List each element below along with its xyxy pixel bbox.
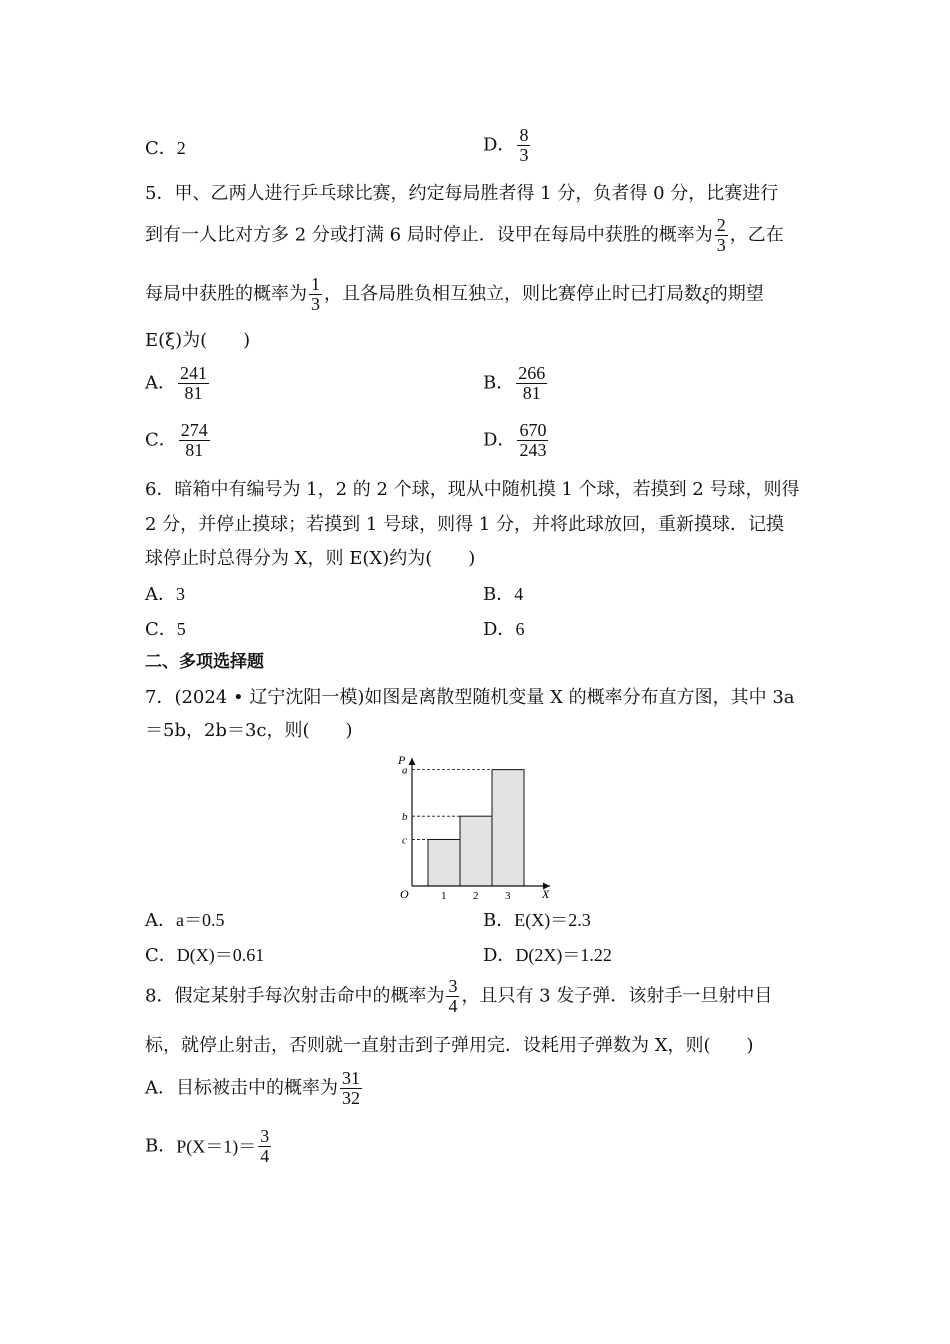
q6-option-c: C．5 bbox=[145, 619, 186, 640]
q5-line1: 5．甲、乙两人进行乒乓球比赛，约定每局胜者得 1 分，负者得 0 分，比赛进行 bbox=[145, 183, 779, 204]
fraction: $\frac{3}{4}$ bbox=[448, 976, 458, 1016]
fraction: $\frac{3}{4}$ bbox=[260, 1126, 270, 1166]
histogram-bar bbox=[492, 770, 524, 886]
fraction: $\frac{31}{32}$ bbox=[342, 1068, 360, 1108]
q7-option-b: B．E(X)＝2.3 bbox=[483, 910, 591, 931]
x-tick-label: 1 bbox=[441, 890, 447, 900]
q7-line2: ＝5b，2b＝3c，则( ) bbox=[145, 720, 353, 741]
q4-option-c bbox=[145, 139, 186, 158]
q8-option-a: A．目标被击中的概率为 $\frac{31}{32}$ bbox=[145, 1068, 360, 1108]
x-axis-label: X bbox=[542, 887, 550, 900]
fraction: $\frac{8}{3}$ bbox=[519, 125, 529, 165]
q8-line1: 8．假定某射手每次射击命中的概率为 $\frac{3}{4}$ ，且只有 3 发子弹．该射手一旦射中目 bbox=[145, 976, 773, 1016]
y-tick-label: c bbox=[402, 834, 407, 847]
q5-option-d: D． $\frac{670}{243}$ bbox=[483, 420, 547, 460]
option-value: 2 bbox=[176, 138, 186, 158]
fraction: $\frac{241}{81}$ bbox=[180, 363, 207, 403]
y-tick-label: b bbox=[402, 811, 408, 824]
q6-option-b: B．4 bbox=[483, 584, 524, 605]
fraction: $\frac{266}{81}$ bbox=[518, 363, 546, 403]
q6-option-a: A．3 bbox=[145, 584, 185, 605]
x-tick-label: 3 bbox=[505, 890, 511, 900]
fraction: $\frac{1}{3}$ bbox=[311, 274, 320, 314]
q5-option-b: B． $\frac{266}{81}$ bbox=[483, 363, 546, 403]
fraction: $\frac{2}{3}$ bbox=[716, 215, 726, 255]
q5-line3: 每局中获胜的概率为 $\frac{1}{3}$ ，且各局胜负相互独立，则比赛停止时已打局数ξ的期望 bbox=[145, 274, 764, 314]
q7-option-a: A．a＝0.5 bbox=[145, 910, 225, 931]
q5-line2: 到有一人比对方多 2 分或打满 6 局时停止．设甲在每局中获胜的概率为 $\frac{2}{3}$ ，乙在 bbox=[145, 215, 784, 255]
histogram-bar bbox=[428, 839, 460, 886]
y-axis-label: P bbox=[398, 753, 406, 767]
q5-line4: E(ξ)为( ) bbox=[145, 330, 251, 351]
q7-option-d: D．D(2X)＝1.22 bbox=[483, 945, 612, 966]
y-tick-label: a bbox=[402, 764, 408, 777]
q6-option-d: D．6 bbox=[483, 619, 525, 640]
q8-line2: 标，就停止射击，否则就一直射击到子弹用完．设耗用子弹数为 X，则( ) bbox=[145, 1035, 754, 1056]
q6-line2: 2 分，并停止摸球；若摸到 1 号球，则得 1 分，并将此球放回，重新摸球．记摸 bbox=[145, 514, 784, 535]
fraction: $\frac{670}{243}$ bbox=[519, 420, 547, 460]
option-label: D． bbox=[483, 134, 516, 156]
x-tick-label: 2 bbox=[473, 890, 479, 900]
option-label: C． bbox=[145, 138, 177, 159]
q7-option-c: C．D(X)＝0.61 bbox=[145, 945, 265, 966]
q6-line1: 6．暗箱中有编号为 1，2 的 2 个球，现从中随机摸 1 个球，若摸到 2 号球，则得 bbox=[145, 479, 800, 500]
origin-label: O bbox=[400, 887, 409, 900]
histogram-bar bbox=[460, 816, 492, 886]
q6-line3: 球停止时总得分为 X，则 E(X)约为( ) bbox=[145, 548, 476, 569]
section-heading: 二、多项选择题 bbox=[145, 652, 264, 672]
probability-histogram bbox=[390, 752, 560, 900]
fraction: $\frac{274}{81}$ bbox=[180, 420, 208, 460]
q5-option-c: C． $\frac{274}{81}$ bbox=[145, 420, 208, 460]
q7-line1: 7．(2024 • 辽宁沈阳一模)如图是离散型随机变量 X 的概率分布直方图，其中 3a bbox=[145, 687, 795, 708]
q4-option-d bbox=[483, 126, 532, 165]
q8-option-b: B．P(X＝1)＝ $\frac{3}{4}$ bbox=[145, 1126, 270, 1166]
q5-option-a: A． $\frac{241}{81}$ bbox=[145, 363, 207, 403]
